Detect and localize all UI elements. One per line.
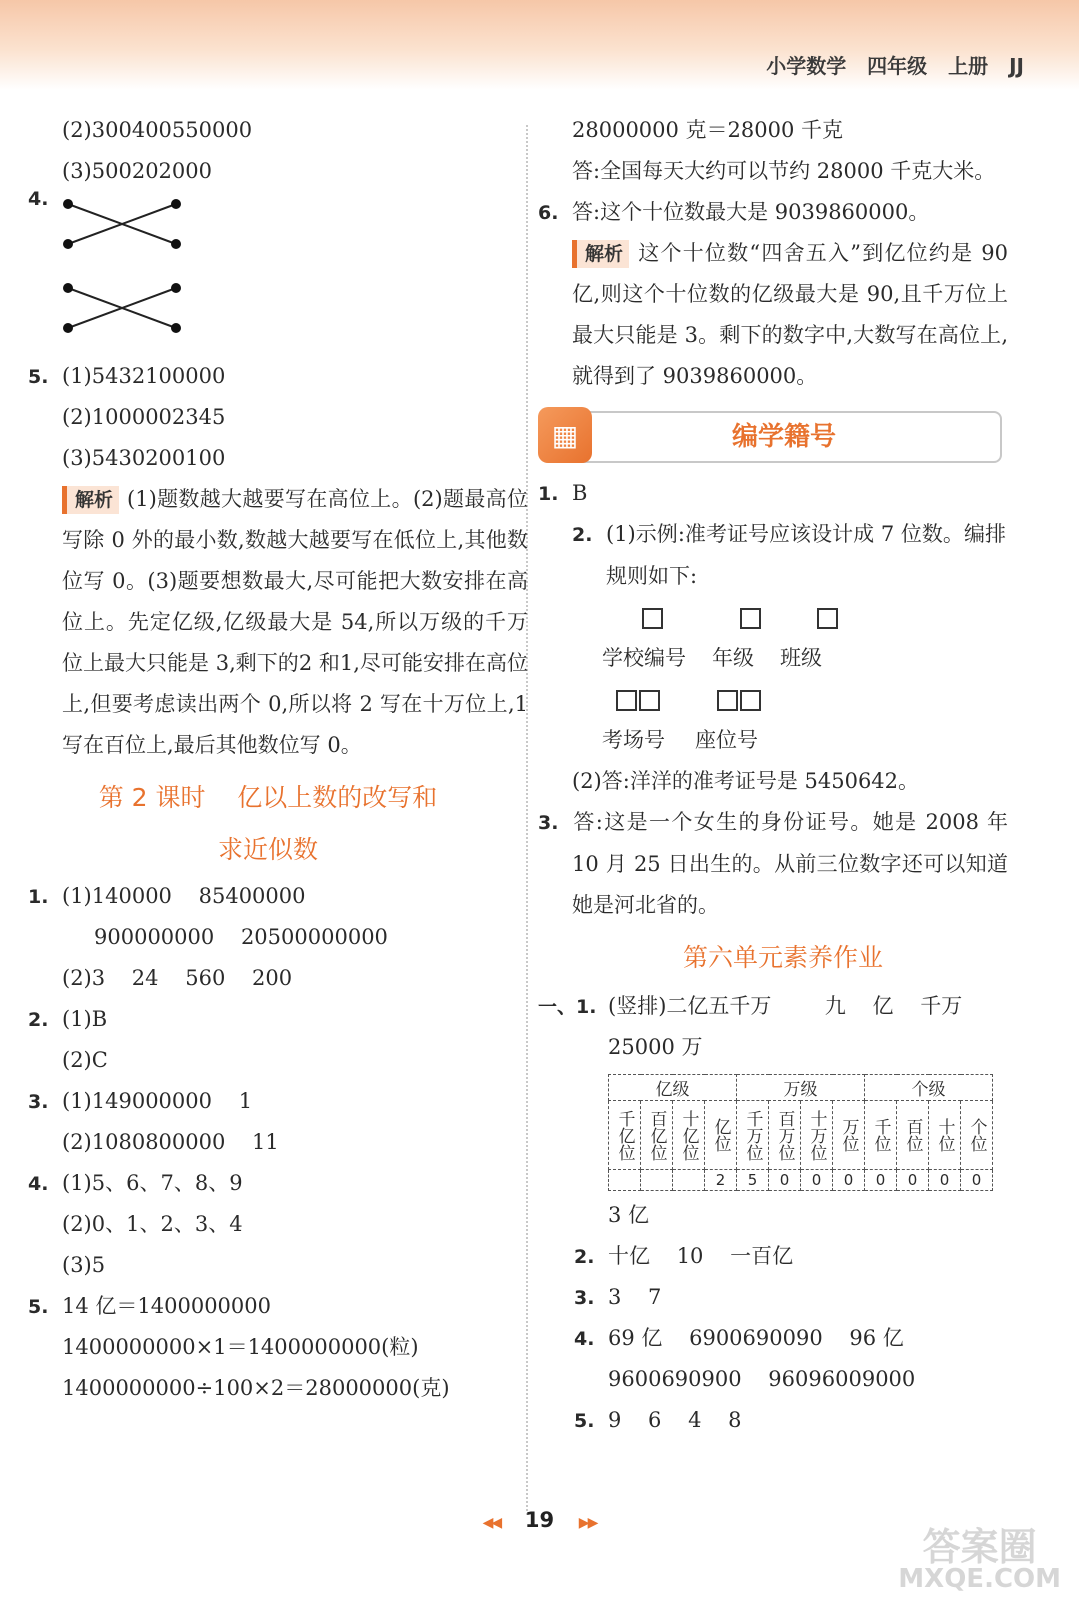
answer-line <box>538 1318 1028 1359</box>
place-value: 0 <box>961 1170 993 1191</box>
answer-text: (竖排)二亿五千万 九 亿 千万 <box>608 994 963 1018</box>
place-name: 十万位 <box>801 1101 833 1170</box>
column-divider <box>526 125 528 1515</box>
question-number: 5. <box>28 366 49 388</box>
answer-text: B <box>572 481 588 505</box>
place-name: 百位 <box>897 1101 929 1170</box>
place-value: 2 <box>705 1170 737 1191</box>
header-book-info: 小学数学 四年级 上册 JJ <box>766 54 1024 78</box>
matching-lines-svg <box>58 192 258 352</box>
place-value <box>673 1170 705 1191</box>
box-label: 年级 <box>712 646 754 670</box>
answer-paragraph <box>538 802 1008 926</box>
prev-arrows-icon: ◀◀ <box>482 1515 501 1531</box>
place-value <box>641 1170 673 1191</box>
answer-line: (2)答:洋洋的准考证号是 5450642。 <box>572 769 920 793</box>
watermark-text: 答案圈 <box>922 1525 1037 1569</box>
answer-line: (3)5 <box>62 1253 106 1277</box>
question-number: 5. <box>574 1410 595 1432</box>
place-name: 百亿位 <box>641 1101 673 1170</box>
answer-line <box>538 473 1028 514</box>
answer-text: 14 亿＝1400000000 <box>62 1294 272 1318</box>
answer-line: (2)1080800000 11 <box>62 1130 279 1154</box>
watermark-logo <box>898 1525 1061 1594</box>
answer-line: (2)300400550000 <box>62 118 253 142</box>
place-value: 5 <box>737 1170 769 1191</box>
answer-text: 答:这是一个女生的身份证号。她是 2008 年 10 月 25 日出生的。从前三位数字还可以知道她是河北省的。 <box>572 810 1008 917</box>
digit-box <box>740 690 761 711</box>
question-number: 5. <box>28 1296 49 1318</box>
place-name: 千万位 <box>737 1101 769 1170</box>
digit-box <box>616 690 637 711</box>
answer-line: 3 亿 <box>608 1203 650 1227</box>
answer-line <box>538 986 1028 1027</box>
place-name: 亿位 <box>705 1101 737 1170</box>
place-name: 个位 <box>961 1101 993 1170</box>
question-number: 2. <box>572 524 593 546</box>
box-row <box>538 679 1028 720</box>
answer-line: (3)500202000 <box>62 159 212 183</box>
answer-text: 3 7 <box>608 1285 662 1309</box>
label-row <box>538 638 1028 679</box>
answer-line: (2)3 24 560 200 <box>62 966 293 990</box>
answer-line: (3)5430200100 <box>62 446 226 470</box>
answer-line <box>28 1081 508 1122</box>
activity-banner <box>538 407 1028 463</box>
group-header: 亿级 <box>609 1075 737 1101</box>
question-number: 3. <box>28 1091 49 1113</box>
answer-line: 28000000 克＝28000 千克 <box>572 118 844 142</box>
answer-paragraph <box>538 514 1006 597</box>
answer-line <box>538 1400 1028 1441</box>
answer-line: 1400000000×1＝1400000000(粒) <box>62 1335 419 1359</box>
place-value: 0 <box>865 1170 897 1191</box>
answer-text: (1)149000000 1 <box>62 1089 253 1113</box>
answer-line: (2)0、1、2、3、4 <box>62 1212 243 1236</box>
answer-text: (1)B <box>62 1007 108 1031</box>
answer-text: (1)5、6、7、8、9 <box>62 1171 243 1195</box>
answer-line <box>538 1277 1028 1318</box>
label-row <box>538 720 1028 761</box>
answer-text: (1)5432100000 <box>62 364 226 388</box>
question-number: 6. <box>538 202 559 224</box>
place-value: 0 <box>801 1170 833 1191</box>
box-label: 班级 <box>780 646 822 670</box>
answer-line <box>28 876 508 917</box>
answer-line <box>28 356 508 397</box>
left-column <box>28 110 528 1409</box>
place-name: 千位 <box>865 1101 897 1170</box>
answer-line: (2)C <box>62 1048 108 1072</box>
digit-box <box>817 608 838 629</box>
right-column <box>538 110 1028 1441</box>
watermark-url: MXQE.COM <box>898 1564 1061 1594</box>
place-value: 0 <box>897 1170 929 1191</box>
analysis-text: 这个十位数“四舍五入”到亿位约是 90 亿,则这个十位数的亿级最大是 90,且千万位上最大只能是 3。剩下的数字中,大数写在高位上,就得到了 9039860000。 <box>572 241 1008 388</box>
place-name: 十亿位 <box>673 1101 705 1170</box>
digit-box <box>642 608 663 629</box>
answer-line: 1400000000÷100×2＝28000000(克) <box>62 1376 450 1400</box>
place-name: 十位 <box>929 1101 961 1170</box>
answer-line: 900000000 20500000000 <box>94 925 388 949</box>
page-header <box>0 0 1079 90</box>
digit-box <box>740 608 761 629</box>
answer-line: (2)1000002345 <box>62 405 226 429</box>
digit-box <box>717 690 738 711</box>
unit-title: 第六单元素养作业 <box>682 943 883 972</box>
question-number: 3. <box>574 1287 595 1309</box>
box-label: 座位号 <box>695 728 758 752</box>
answer-text: 十亿 10 一百亿 <box>608 1244 794 1268</box>
answer-line <box>538 1236 1028 1277</box>
answer-text: (1)示例:准考证号应该设计成 7 位数。编排规则如下: <box>606 522 1006 588</box>
analysis-tag: 解析 <box>572 240 629 268</box>
analysis-paragraph <box>538 233 1008 397</box>
page-number: 19 <box>524 1508 555 1532</box>
place-value: 0 <box>769 1170 801 1191</box>
box-label: 考场号 <box>602 728 665 752</box>
analysis-tag: 解析 <box>62 486 119 514</box>
answer-line <box>28 999 508 1040</box>
answer-paragraph: 答:全国每天大约可以节约 28000 千克大米。 <box>572 159 996 183</box>
question-number: 4. <box>28 1173 49 1195</box>
question-number: 2. <box>574 1246 595 1268</box>
group-header: 个级 <box>865 1075 993 1101</box>
answer-line: 25000 万 <box>608 1035 703 1059</box>
lesson-title: 求近似数 <box>217 835 318 864</box>
place-name: 千亿位 <box>609 1101 641 1170</box>
matching-diagram <box>28 188 508 356</box>
place-value: 0 <box>929 1170 961 1191</box>
place-value-table <box>608 1074 993 1191</box>
question-number: 2. <box>28 1009 49 1031</box>
analysis-paragraph <box>28 479 528 766</box>
answer-line <box>28 1163 508 1204</box>
answer-text: 9 6 4 8 <box>608 1408 742 1432</box>
box-row <box>538 597 1028 638</box>
question-number: 一、1. <box>538 996 597 1018</box>
banner-title: 编学籍号 <box>566 411 1002 463</box>
digit-box <box>639 690 660 711</box>
answer-text: 69 亿 6900690090 96 亿 <box>608 1326 904 1350</box>
next-arrows-icon: ▶▶ <box>578 1515 597 1531</box>
place-name: 百万位 <box>769 1101 801 1170</box>
place-value <box>609 1170 641 1191</box>
question-number: 1. <box>538 483 559 505</box>
lesson-title: 第 2 课时 亿以上数的改写和 <box>98 783 438 812</box>
calculator-icon: ▦ <box>538 407 592 463</box>
question-number: 1. <box>28 886 49 908</box>
answer-line <box>538 192 1028 233</box>
group-header: 万级 <box>737 1075 865 1101</box>
answer-text: 答:这个十位数最大是 9039860000。 <box>572 200 930 224</box>
question-number: 3. <box>538 812 559 834</box>
place-name: 万位 <box>833 1101 865 1170</box>
question-number: 4. <box>574 1328 595 1350</box>
answer-line <box>28 1286 508 1327</box>
box-label: 学校编号 <box>602 646 686 670</box>
answer-line: 9600690900 96096009000 <box>608 1367 916 1391</box>
place-value: 0 <box>833 1170 865 1191</box>
question-number: 4. <box>28 188 49 210</box>
analysis-text: (1)题数越大越要写在高位上。(2)题最高位写除 0 外的最小数,数越大越要写在低位上,其他数位写 0。(3)题要想数最大,尽可能把大数安排在高位上。先定亿级,亿级最大是 54,所以万级的千万位上最大只能是 3,剩下的2 和1,尽可能安排在高位上,但要考虑读出两个 0,所以将 2 写在十万位上,1 写在百位上,最后其他数位写 0。 <box>62 487 528 757</box>
answer-text: (1)140000 85400000 <box>62 884 306 908</box>
